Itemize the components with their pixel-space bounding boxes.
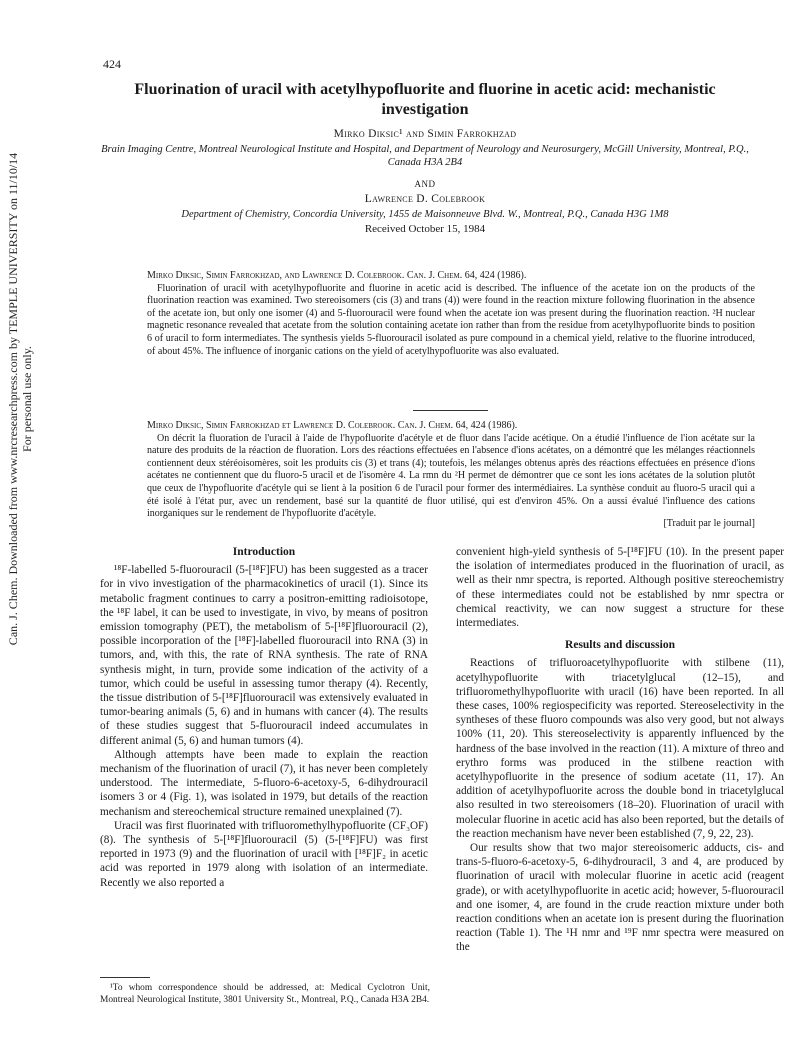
- results-paragraph-2: Our results show that two major stereoisomeric adducts, cis- and trans-5-fluoro-6-acetoxy-5, 6-dihydrouracil, 3 and 4, are produced by fluorination of uracil with molecular fluorine in acetic acid (reagent grade), or with acetylhypofluorite in acetic acid; however, 5-fluorouracil and one isomer, 4, are found in the crude reaction mixture under both reaction conditions when an acetate ion is present during the fluorination reaction (Table 1). The ¹H nmr and ¹⁹F nmr spectra were measured on the: [456, 842, 784, 954]
- and-separator: AND: [414, 179, 436, 189]
- download-notice: [6, 149, 34, 649]
- authors-group-1: Mirko Diksic¹ and Simin Farrokhzad: [333, 128, 517, 140]
- authors-group-2: Lawrence D. Colebrook: [364, 193, 486, 205]
- footnote: ¹To whom correspondence should be addressed, at: Medical Cyclotron Unit, Montreal Neurological Institute, 3801 University St., Montreal, P.Q., Canada H3A 2B4.: [100, 983, 430, 1005]
- page-number: 424: [103, 57, 121, 71]
- introduction-heading: Introduction: [232, 546, 296, 558]
- left-column: [100, 545, 428, 890]
- download-notice-line-1: Can. J. Chem. Downloaded from www.nrcresearchpress.com by TEMPLE UNIVERSITY on 11/10/14: [6, 152, 20, 646]
- article-title: Fluorination of uracil with acetylhypofluorite and fluorine in acetic acid: mechanistic investigation: [134, 81, 716, 118]
- abstract-divider: [413, 410, 488, 411]
- abstract-french: [147, 420, 755, 521]
- received-date: Received October 15, 1984: [364, 223, 486, 235]
- intro-paragraph-2: Although attempts have been made to explain the reaction mechanism of the fluorination of uracil (7), it has never been completely understood. The intermediate, 5-fluoro-6-acetoxy-5, 6-dihydrouracil isomers 3 or 4 (Fig. 1), was isolated in 1979, but details of the reaction mechanism and stereochemical structure remained unexplained (7).: [100, 748, 428, 818]
- translator-note: [Traduit par le journal]: [663, 518, 755, 529]
- intro-continuation: convenient high-yield synthesis of 5-[¹⁸F]FU (10). In the present paper the isolation of intermediates produced in the fluorination of uracil, as well as their nmr spectra, is reported. Although positive stereochemistry of these intermediates could not be established by nmr spectra or chemical reactivity, we can now suggest a structure for these intermediates.: [456, 546, 784, 630]
- article-header: [100, 80, 750, 235]
- abstract-french-citation: Mirko Diksic, Simin Farrokhzad et Lawrence D. Colebrook. Can. J. Chem. 64, 424 (1986).: [147, 420, 518, 431]
- abstract-english-citation: Mirko Diksic, Simin Farrokhzad, and Lawrence D. Colebrook. Can. J. Chem. 64, 424 (1986).: [147, 270, 527, 281]
- results-paragraph-1: Reactions of trifluoroacetylhypofluorite with stilbene (11), acetylhypofluorite with triacetylglucal (12–15), and trifluoromethylhypofluorite with uracil (16) have been reported. In all these cases, 100% regiospecificity was reported. Stereoselectivity in the syntheses of these fluoro compounds was also very good, but not always 100% (11, 20). This stereoselectivity is apparently influenced by the hardness of the base involved in the reaction (11). A mixture of threo and erythro forms was produced in the stilbene reaction with acetylhypofluorite in the presence of sodium acetate (11, 17). An addition of acetylhypofluorite across the double bond in triacetylglucal also resulted in two stereoisomers (18–20). Fluorination of uracil with molecular fluorine in acetic acid has also been reported, but the details of the reaction mechanism have never been established (7, 9, 22, 23).: [456, 657, 784, 840]
- intro-paragraph-3: Uracil was first fluorinated with trifluoromethylhypofluorite (CF₃OF) (8). The synthesis of 5-[¹⁸F]fluorouracil (5) (5-[¹⁸F]FU) was first reported in 1973 (9) and the fluorination of uracil with [¹⁸F]F₂ in acetic acid was reported in 1979 along with isolation of an intermediate. Recently we also reported a: [100, 819, 428, 889]
- abstract-english: [147, 270, 755, 358]
- affiliation-1: Brain Imaging Centre, Montreal Neurological Institute and Hospital, and Department of Neurology and Neurosurgery, McGill University, Montreal, P.Q., Canada H3A 2B4: [101, 144, 749, 168]
- abstract-english-text: Fluorination of uracil with acetylhypofluorite and fluorine in acetic acid is described. The influence of the acetate ion on the products of the fluorination reaction was examined. Two stereoisomers (cis (3) and trans (4)) were found in the reaction mixture following fluorination in the absence of the acetate ion, but only one isomer (4) and 5-fluorouracil were found when the acetate ion was present during the fluorination reaction. ²H nuclear magnetic resonance revealed that acetate from the solution containing acetate ion rather than from the residue from acetylhypofluorite binds to position 6 of uracil to form intermediates. The synthesis yields 5-fluorouracil isolated as pure compound in a chemical yield, relative to the fluorine introduced, of about 45%. The influence of inorganic cations on the yield of acetylhypofluorite was also evaluated.: [147, 282, 755, 357]
- download-notice-line-2: For personal use only.: [20, 346, 34, 452]
- intro-paragraph-1: ¹⁸F-labelled 5-fluorouracil (5-[¹⁸F]FU) has been suggested as a tracer for in vivo investigation of the pharmacokinetics of uracil (1). Since its metabolic fragment continues to carry a positron-emitting radioisotope, the ¹⁸F label, it can be used to investigate, in vivo, by means of positron emission tomography (PET), the metabolism of 5-[¹⁸F]fluorouracil (2), possible incorporation of the [¹⁸F]-labelled fluorouracil into RNA (3) in tumors, and, with this, the rate of RNA synthesis. The rate of RNA synthesis might, in turn, provide some indication of the activity of a tumor, which could be useful in assessing tumor therapy (4). Recently, the tissue distribution of 5-[¹⁸F]fluorouracil was extensively evaluated in tumor-bearing animals (5, 6) and in humans with cancer (4). The results of these studies suggest that 5-fluorouracil indeed accumulates in different animal (5, 6) and human tumors (4).: [100, 564, 428, 747]
- abstract-french-text: On décrit la fluoration de l'uracil à l'aide de l'hypofluorite d'acétyle et de fluor dans l'acide acétique. On a étudié l'influence de l'ion acétate sur la nature des produits de la réaction de fluoration. Lors des réactions effectuées en l'absence d'ions acétates, on a démontré que les mélanges réactionnels contiennent deux stéréoisomères, soit les produits cis (3) et trans (4); toutefois, les mélanges obtenus après des réactions effectuées en présence d'ions acétates ne contiennent que du fluoro-5 uracil et de l'isomère 4. La rmn du ²H permet de démontrer que ce sont les ions acétates de la solution plutôt que ceux de l'hypofluorite d'acétyle qui se lient à la position 6 de l'uracil pour former des intermédiaires. La synthèse conduit au fluoro-5 uracil qui a été isolé à l'état pur, avec un rendement, basé sur la quantité de fluor utilisé, qui est d'environ 45%. On a aussi évalué l'influence des cations inorganiques sur le rendement de l'hypofluorite d'acétyle.: [147, 432, 755, 520]
- footnote-divider: [100, 977, 150, 978]
- affiliation-2: Department of Chemistry, Concordia University, 1455 de Maisonneuve Blvd. W., Montreal, P.Q., Canada H3G 1M8: [181, 209, 669, 220]
- right-column: [456, 545, 784, 955]
- results-heading: Results and discussion: [565, 639, 675, 652]
